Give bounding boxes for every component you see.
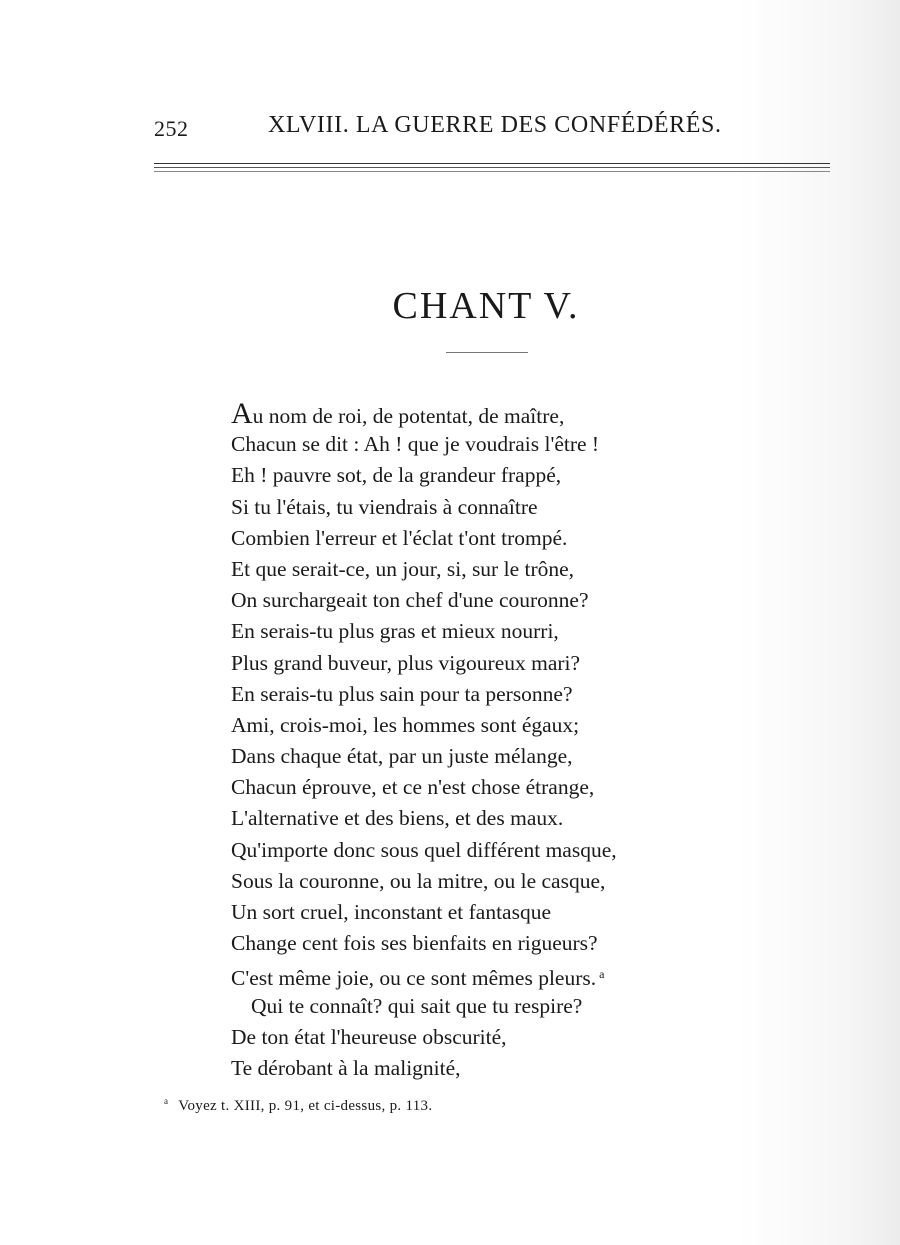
footnote-text: Voyez t. XIII, p. 91, et ci-dessus, p. 113. — [178, 1098, 433, 1114]
verse-line: Sous la couronne, ou la mitre, ou le casque, — [231, 868, 606, 893]
verse-line — [231, 959, 701, 990]
verse-line: Ami, crois-moi, les hommes sont égaux; — [231, 712, 580, 737]
footnote-mark: a — [164, 1096, 169, 1106]
verse-line: Combien l'erreur et l'éclat t'ont trompé. — [231, 525, 568, 550]
verse-line: Un sort cruel, inconstant et fantasque — [231, 900, 552, 924]
verse-line: Eh ! pauvre sot, de la grandeur frappé, — [231, 463, 562, 488]
verse-text: u nom de roi, de potentat, de maître, — [252, 404, 565, 428]
header-rule-middle — [154, 167, 830, 168]
verse-line: L'alternative et des biens, et des maux. — [231, 806, 564, 831]
verse-line: Te dérobant à la malignité, — [231, 1055, 461, 1080]
verse-line: De ton état l'heureuse obscurité, — [231, 1024, 507, 1049]
verse-line: Qui te connaît? qui sait que tu respire? — [251, 993, 583, 1018]
header-rule-top — [154, 163, 830, 164]
header-rule-bottom — [154, 171, 830, 172]
running-head — [0, 112, 900, 146]
poem — [231, 398, 701, 1084]
verse-line: Plus grand buveur, plus vigoureux mari? — [231, 650, 581, 675]
footnote — [164, 1096, 432, 1115]
verse-line: Change cent fois ses bienfaits en rigueurs? — [231, 931, 598, 956]
verse-line: Et que serait-ce, un jour, si, sur le trône, — [231, 556, 575, 581]
verse-line — [231, 398, 701, 429]
verse-line: Dans chaque état, par un juste mélange, — [231, 744, 573, 769]
verse-line: Qu'importe donc sous quel différent masque, — [231, 837, 617, 862]
verse-line: En serais-tu plus gras et mieux nourri, — [231, 619, 559, 644]
verse-line: Chacun se dit : Ah ! que je voudrais l'être ! — [231, 432, 600, 457]
verse-line: Si tu l'étais, tu viendrais à connaître — [231, 494, 538, 519]
chant-title: CHANT V. — [392, 285, 580, 327]
title-divider — [446, 352, 528, 353]
verse-line: Chacun éprouve, et ce n'est chose étrange, — [231, 775, 595, 800]
verse-line: En serais-tu plus sain pour ta personne? — [231, 681, 573, 706]
page-number: 252 — [154, 116, 189, 141]
drop-cap: A — [231, 397, 253, 430]
verse-text: C'est même joie, ou ce sont mêmes pleurs. — [231, 966, 597, 991]
footnote-reference[interactable]: a — [599, 967, 605, 982]
verse-line: On surchargeait ton chef d'une couronne? — [231, 588, 589, 613]
running-title: XLVIII. LA GUERRE DES CONFÉDÉRÉS. — [268, 112, 722, 138]
